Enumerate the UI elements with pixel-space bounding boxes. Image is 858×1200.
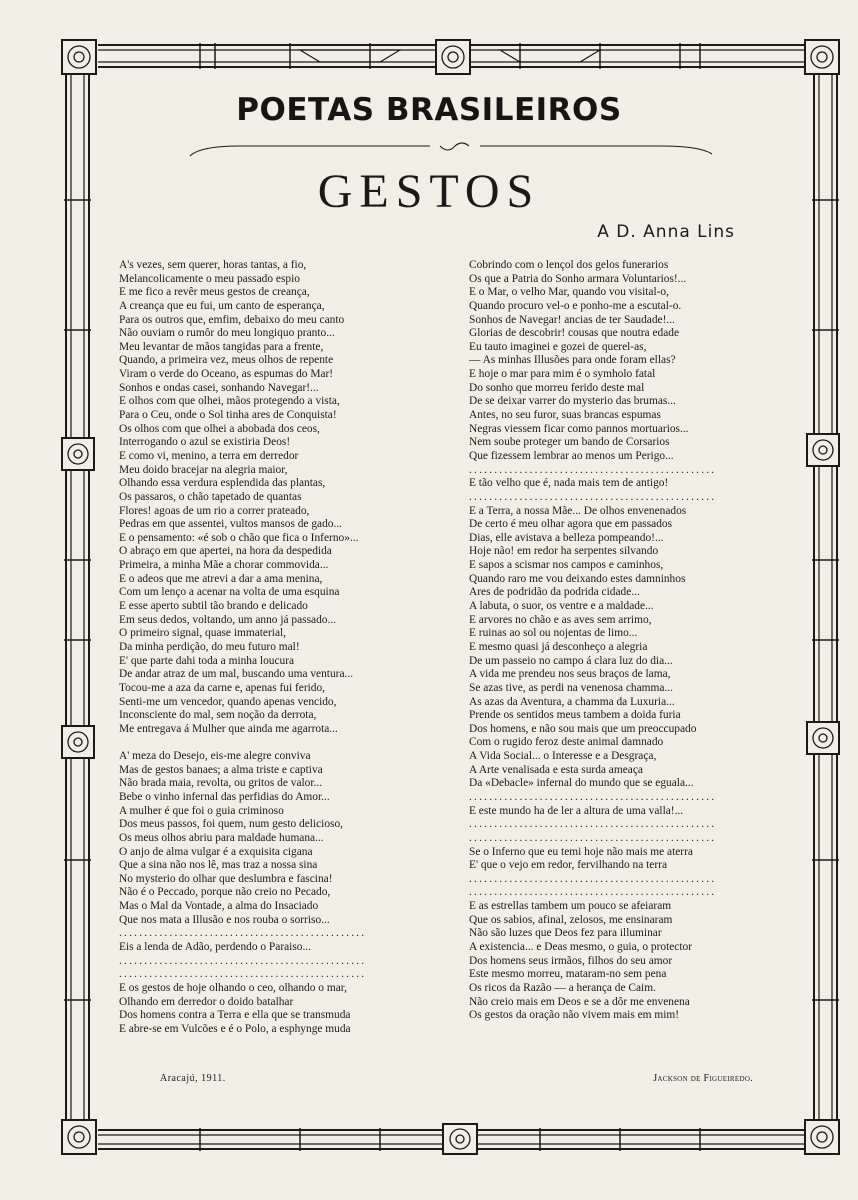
poem-line: [119, 736, 439, 750]
poem-line: A existencia... e Deas mesmo, o guia, o protector: [469, 941, 693, 954]
poem-line: .................................................: [469, 790, 717, 803]
poem-line: A' meza do Desejo, eis-me alegre conviva: [119, 750, 311, 763]
poem-line: Dos meus passos, foi quem, num gesto delicioso,: [119, 818, 343, 831]
poem-line: Cobrindo com o lençol dos gelos funerarios: [469, 259, 669, 271]
poem-line: Os ricos da Razão — a herança de Caim.: [469, 981, 656, 994]
poem-line: De certo é meu olhar agora que em passados: [469, 518, 673, 531]
poem-line: E esse aperto subtil tão brando e delicado: [119, 600, 308, 613]
poem-line: Olhando em derredor o doido batalhar: [119, 995, 294, 1008]
poem-line: Pedras em que assentei, vultos mansos de gado...: [119, 518, 343, 531]
poem-line: Dos homens, e não sou mais que um preoccupado: [469, 722, 697, 735]
poem-line: .................................................: [119, 968, 367, 981]
poem-line: A labuta, o suor, os ventre e a maldade...: [469, 600, 654, 613]
poem-line: E hoje o mar para mim é o symholo fatal: [469, 368, 656, 381]
poem-line: O primeiro signal, quase immaterial,: [119, 627, 287, 640]
poem-line: A mulher é que foi o guia criminoso: [119, 804, 284, 817]
poem-line: — As minhas Illusões para onde foram ellas?: [469, 354, 676, 367]
poem-line: .................................................: [469, 818, 717, 831]
poem-line: Com um lenço a acenar na volta de uma esquina: [119, 586, 340, 599]
poem-line: Para o Ceu, onde o Sol tinha ares de Conquista!: [119, 409, 337, 422]
poem-line: Que fizessem lembrar ao menos um Perigo...: [469, 449, 674, 462]
poem-line: Os gestos da oração não vivem mais em mim!: [469, 1009, 680, 1022]
poem-line: Primeira, a minha Mãe a chorar commovida...: [119, 559, 329, 572]
poem-line: Melancolicamente o meu passado espio: [119, 272, 300, 285]
poem-line: Os passaros, o chão tapetado de quantas: [119, 490, 302, 503]
poem-line: Antes, no seu furor, suas brancas espumas: [469, 409, 661, 422]
poem-line: A vida me prendeu nos seus braços de lama,: [469, 668, 671, 681]
poem-line: Viram o verde do Oceano, as espumas do Mar!: [119, 368, 334, 381]
poem-line: A Arte venalisada e esta surda ameaça: [469, 763, 643, 776]
poem-line: Prende os sentidos meus tambem a doida furia: [469, 709, 681, 722]
poem-line: E os gestos de hoje olhando o ceo, olhando o mar,: [119, 981, 347, 994]
poem-line: E sapos a scismar nos campos e caminhos,: [469, 559, 664, 572]
poem-line: Interrogando o azul se existiria Deos!: [119, 436, 291, 449]
poem-line: Dos homens seus irmãos, filhos do seu amor: [469, 954, 673, 967]
poem-line: .................................................: [469, 463, 717, 476]
poem-line: Inconsciente do mal, sem noção da derrota,: [119, 709, 317, 722]
poem-line: Senti-me um vencedor, quando apenas vencido,: [119, 695, 337, 708]
poem-line: Para os outros que, emfim, debaixo do meu canto: [119, 313, 345, 326]
poem-line: Que a sina não nos lê, mas traz a nossa sina: [119, 859, 318, 872]
poem-line: Meu doido bracejar na alegria maior,: [119, 463, 288, 476]
poem-line: .................................................: [469, 872, 717, 885]
poem-line: De um passeio no campo á clara luz do dia...: [469, 654, 673, 667]
poem-line: Tocou-me a aza da carne e, apenas fui ferido,: [119, 681, 326, 694]
poem-column-left: [119, 259, 439, 1037]
poem-line: Não ouviam o rumôr do meu longiquo pranto...: [119, 327, 335, 340]
poem-line: Os que a Patria do Sonho armara Voluntarios!...: [469, 272, 687, 285]
poem-line: Os olhos com que olhei a abobada dos ceos,: [119, 422, 320, 435]
poem-line: E me fico a revêr meus gestos de creança,: [119, 286, 310, 299]
poem-line: E o pensamento: «é sob o chão que fica o Inferno»...: [119, 531, 359, 544]
poem-line: As azas da Aventura, a chamma da Luxuria...: [469, 695, 675, 708]
poem-line: .................................................: [469, 831, 717, 844]
poem-line: Bebe o vinho infernal das perfidias do Amor...: [119, 790, 330, 803]
poem-line: Com o rugido feroz deste animal damnado: [469, 736, 664, 749]
place-date: Aracajú, 1911.: [160, 1073, 226, 1084]
poem-line: E mesmo quasi já desconheço a alegria: [469, 640, 648, 653]
poem-line: Quando procuro vel-o e ponho-me a escutal-o.: [469, 299, 682, 312]
poem-line: E' que parte dahi toda a minha loucura: [119, 654, 295, 667]
poem-line: De andar atraz de um mal, buscando uma ventura...: [119, 668, 354, 681]
poem-line: Se o Inferno que eu temi hoje não mais me aterra: [469, 845, 693, 858]
author-signature: Jackson de Figueiredo.: [653, 1073, 753, 1084]
poem-line: E este mundo ha de ler a altura de uma valla!...: [469, 804, 684, 817]
poem-line: Flores! agoas de um rio a correr prateado,: [119, 504, 310, 517]
poem-line: Sonhos e ondas casei, sonhando Navegar!...: [119, 381, 319, 394]
poem-line: E' que o vejo em redor, fervilhando na terra: [469, 859, 668, 872]
poem-line: E as estrellas tambem um pouco se afeiaram: [469, 900, 672, 913]
poem-line: Glorias de descobrir! cousas que noutra edade: [469, 327, 680, 340]
poem-line: E a Terra, a nossa Mãe... De olhos envenenados: [469, 504, 687, 517]
poem-line: Da «Debacle» infernal do mundo que se eguala...: [469, 777, 694, 790]
poem-line: Dos homens contra a Terra e ella que se transmuda: [119, 1009, 351, 1022]
dedication: A D. Anna Lins: [597, 222, 735, 242]
poem-line: Que os sabios, afinal, zelosos, me ensinaram: [469, 913, 673, 926]
poem-line: E olhos com que olhei, mãos protegendo a vista,: [119, 395, 340, 408]
poem-line: Meu levantar de mãos tangidas para a frente,: [119, 340, 324, 353]
poem-line: Hoje não! em redor ha serpentes silvando: [469, 545, 659, 558]
poem-line: Ares de podridão da podrida cidade...: [469, 586, 640, 599]
poem-line: Nem soube proteger um bando de Corsarios: [469, 436, 670, 449]
poem-line: Não creio mais em Deos e se a dôr me envenena: [469, 995, 690, 1008]
poem-line: .................................................: [469, 886, 717, 899]
poem-line: Do sonho que morreu ferido deste mal: [469, 381, 645, 394]
poem-line: Mas de gestos banaes; a alma triste e captiva: [119, 763, 323, 776]
poem-line: Os meus olhos abriu para maldade humana...: [119, 831, 324, 844]
poem-column-right: [469, 259, 769, 1023]
poem-line: Que nos mata a Illusão e nos rouba o sorriso...: [119, 913, 330, 926]
page-title: POETAS BRASILEIROS: [236, 92, 622, 128]
poem-line: Sonhos de Navegar! ancias de ter Saudade!...: [469, 313, 675, 326]
poem-line: E abre-se em Vulcões e é o Polo, a esphynge muda: [119, 1022, 351, 1035]
poem-line: Mas o Mal da Vontade, a alma do Insaciado: [119, 900, 319, 913]
poem-title: GESTOS: [317, 165, 541, 218]
poem-line: O anjo de alma vulgar é a exquisita cigana: [119, 845, 313, 858]
poem-line: .................................................: [469, 490, 717, 503]
poem-line: Se azas tive, as perdi na venenosa chamma...: [469, 681, 674, 694]
poem-line: E como vi, menino, a terra em derredor: [119, 449, 299, 462]
poem-line: Não são luzes que Deos fez para illuminar: [469, 927, 662, 940]
poem-line: Em seus dedos, voltando, um anno já passado...: [119, 613, 337, 626]
poem-line: A Vida Social... o Interesse e a Desgraça,: [469, 750, 657, 763]
poem-line: Quando raro me vou deixando estes damninhos: [469, 572, 686, 585]
poem-line: A creança que eu fui, um canto de esperança,: [119, 299, 325, 312]
poem-line: Olhando essa verdura esplendida das plantas,: [119, 477, 326, 490]
poem-line: E tão velho que é, nada mais tem de antigo!: [469, 477, 669, 490]
poem-line: Me entregava á Mulher que ainda me agarrota...: [119, 722, 338, 735]
poem-line: .................................................: [119, 954, 367, 967]
poem-line: Negras viessem ficar como pannos mortuarios...: [469, 422, 689, 435]
poem-line: Não brada maia, revolta, ou gritos de valor...: [119, 777, 323, 790]
poem-line: De se deixar varrer do mysterio das brumas...: [469, 395, 676, 408]
poem-line: E ruinas ao sol ou nojentas de limo...: [469, 627, 638, 640]
poem-line: Quando, a primeira vez, meus olhos de repente: [119, 354, 334, 367]
poem-line: Eu tauto imaginei e gozei de querel-as,: [469, 340, 647, 353]
poem-line: E arvores no chão e as aves sem arrimo,: [469, 613, 652, 626]
poem-line: O abraço em que apertei, na hora da despedida: [119, 545, 332, 558]
poem-line: E o adeos que me atrevi a dar a ama menina,: [119, 572, 323, 585]
poem-line: .................................................: [119, 927, 367, 940]
poem-line: Este mesmo morreu, mataram-no sem pena: [469, 968, 667, 981]
poem-line: Não é o Peccado, porque não creio no Pecado,: [119, 886, 331, 899]
poem-line: Eis a lenda de Adão, perdendo o Paraiso...: [119, 941, 312, 954]
poem-line: Dias, elle avistava a belleza pompeando!...: [469, 531, 664, 544]
poem-line: E o Mar, o velho Mar, quando vou visital-o,: [469, 286, 669, 299]
poem-line: No mysterio do olhar que deslumbra e fascina!: [119, 872, 333, 885]
poem-line: Da minha perdição, do meu futuro mal!: [119, 640, 300, 653]
poem-line: A's vezes, sem querer, horas tantas, a fio,: [119, 259, 307, 271]
